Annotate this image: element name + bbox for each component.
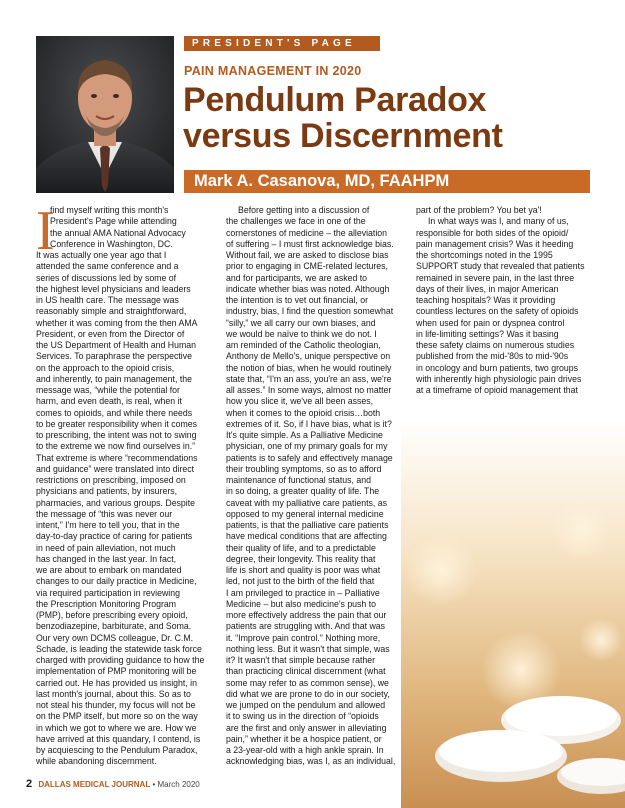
text-line: prior to engaging in CME-related lectures,	[226, 261, 388, 272]
text-line: carried out. He has provided us insight, in	[36, 677, 197, 688]
headline-line-1: Pendulum Paradox	[183, 81, 487, 119]
text-line: published from the mid-'80s to mid-'90s	[416, 351, 569, 362]
text-line: the intention is to vet out financial, or	[226, 295, 369, 305]
text-line: a 23-year-old with a high ankle sprain. In	[226, 745, 384, 755]
text-line: and guidance” were translated into direct	[36, 463, 195, 474]
headline-line-2: versus Discernment	[183, 117, 503, 155]
text-line: have medical conditions that are affecting	[226, 531, 387, 542]
text-line: than practicing clinical discernment (what	[226, 666, 386, 677]
text-line: harm, and even death, is real, when it	[36, 396, 182, 407]
text-line: Schade, is leading the statewide task force	[36, 643, 202, 654]
text-line: and for participants, we are asked to	[226, 272, 368, 283]
text-line: it? It wasn't that simple because rather	[226, 655, 376, 665]
text-line: on the approach to the opioid crisis,	[36, 362, 175, 373]
text-line: the Prescription Monitoring Program	[36, 598, 177, 609]
text-line: day-to-day practice of caring for patients	[36, 531, 193, 542]
text-line: SUPPORT study that revealed that patients	[416, 261, 585, 272]
text-line: these safety claims on numerous studies	[416, 340, 575, 350]
text-line: the message of “this was never our	[36, 508, 173, 519]
text-line: to be greater responsibility when it comes	[36, 418, 197, 429]
text-line: to the extreme we now find ourselves in.”	[36, 441, 196, 452]
section-tag: PRESIDENT'S PAGE	[184, 36, 380, 51]
journal-name: DALLAS MEDICAL JOURNAL	[38, 780, 151, 789]
text-line: in so doing, a greater quality of life. The	[226, 486, 380, 497]
text-line: am reminded of the Catholic theologian,	[226, 340, 381, 350]
text-line: (PMP), before prescribing every opioid,	[36, 610, 188, 620]
article-topic: PAIN MANAGEMENT IN 2020	[184, 64, 362, 78]
body-column-1	[36, 200, 216, 768]
text-line: restrictions on prescribing, imposed on	[36, 475, 186, 485]
text-line: when it comes to the opioid crisis…both	[226, 407, 381, 418]
text-line: comes to opioids, and while there needs	[36, 407, 193, 418]
footer-separator: •	[152, 780, 156, 789]
text-line: state that, “I'm an ass, you're an ass, we're	[226, 373, 392, 384]
text-line: we are about to embark on mandated	[36, 565, 182, 575]
text-line: teaching hospitals? Was it providing	[416, 295, 556, 305]
text-line: in US health care. The message was	[36, 295, 179, 305]
text-line: all asses.” In some ways, almost no matter	[226, 385, 392, 395]
text-line: some may refer to as common sense), we	[226, 677, 389, 688]
text-line: changes to our daily practice in Medicine,	[36, 576, 197, 587]
page-number: 2	[26, 778, 33, 790]
text-line: Without fail, we are asked to disclose bias	[226, 250, 389, 260]
text-line: in need of pain alleviation, not much	[36, 542, 176, 553]
text-line: “silly,” we all carry our own biases, and	[226, 317, 376, 328]
text-line: That extreme is where “recommendations	[36, 452, 198, 463]
text-line: are the first and only answer in alleviating	[226, 722, 387, 733]
text-line: we jumped on the pendulum and allowed	[226, 700, 386, 710]
text-line: indicate whether bias was noted. Although	[226, 283, 390, 294]
text-line: their quality of life, and to a predictable	[226, 542, 376, 553]
text-line: not steal his thunder, my focus will not be	[36, 700, 196, 710]
text-line: opposed to my general internal medicine	[226, 508, 384, 519]
text-line: more effectively address the pain that our	[226, 610, 387, 620]
text-line: countless lectures on the safety of opioids	[416, 306, 579, 317]
text-line: patients is to safely and effectively manage	[226, 452, 393, 463]
body-column-3	[416, 205, 596, 396]
text-line: Before getting into a discussion of	[238, 205, 370, 215]
text-line: in life-limiting settings? Was it basing	[416, 328, 559, 339]
text-line: how you slice it, we've all been asses,	[226, 396, 374, 407]
text-line: of suffering – I must first acknowledge bias.	[226, 238, 394, 249]
text-line: extremes of it. So, if I have bias, what is it?	[226, 418, 392, 429]
text-line: pain,” whether it be a hospice patient, or	[226, 733, 382, 744]
drop-cap: I	[36, 200, 55, 262]
text-line: did what we are prone to do in our society,	[226, 688, 390, 699]
text-line: days of their lives, in major American	[416, 283, 559, 294]
text-line: the annual AMA National Advocacy	[50, 227, 186, 238]
text-line: part of the problem? You bet ya'!	[416, 205, 542, 215]
text-line: patients are struggling with. And that was	[226, 621, 386, 632]
text-line: it. “Improve pain control.” Nothing more,	[226, 632, 381, 643]
text-line: implementation of PMP monitoring will be	[36, 666, 197, 677]
text-line: acknowledging bias, was I, as an individual,	[226, 756, 396, 767]
text-line: attended the same conference and a	[36, 261, 179, 272]
text-line: President, or even from the Director of	[36, 328, 185, 339]
text-line: led, not just to the birth of the field that	[226, 576, 375, 587]
text-line: benzodiazepine, barbiturate, and Soma.	[36, 621, 192, 632]
text-line: pain management crisis? Was it heeding	[416, 238, 574, 249]
text-line: Our very own DCMS colleague, Dr. C.M.	[36, 632, 194, 643]
text-line: life is short and quality is poor was what	[226, 565, 381, 575]
text-line: while abandoning discernment.	[36, 756, 157, 767]
text-line: find myself writing this month's	[50, 205, 169, 215]
text-line: the notion of bias, when he would routinely	[226, 362, 392, 373]
text-line: In what ways was I, and many of us,	[428, 216, 569, 227]
text-line: their troubling symptoms, so as to afford	[226, 463, 382, 474]
pills-photo	[401, 420, 625, 808]
text-line: whether it was coming from the then AMA	[36, 317, 198, 328]
article-headline	[183, 82, 503, 154]
text-line: has changed in the last year. In fact,	[36, 553, 177, 564]
text-line: It was actually one year ago that I	[36, 250, 167, 260]
text-line: with inherently high physiologic pain drives	[416, 373, 582, 384]
text-line: the shortcomings noted in the 1995	[416, 250, 553, 260]
text-line: the challenges we face in one of the	[226, 216, 366, 227]
text-line: nothing less. But it wasn't that simple, was	[226, 643, 390, 654]
text-line: intent,” I'm here to tell you, that in the	[36, 520, 180, 530]
text-line: in oncology and burn patients, two groups	[416, 362, 578, 373]
text-line: cornerstones of medicine – the alleviation	[226, 227, 387, 238]
text-line: via required participation in reviewing	[36, 587, 180, 598]
text-line: it to swing us in the direction of “opioids	[226, 711, 379, 722]
text-line: remained in severe pain, in the last three	[416, 272, 575, 283]
text-line: reasonably simple and straightforward,	[36, 306, 187, 317]
author-byline: Mark A. Casanova, MD, FAAHPM	[184, 170, 590, 193]
text-line: series of discussions led by some of	[36, 272, 177, 283]
text-line: when used for pain or dyspnea control	[416, 317, 565, 328]
text-line: I am privileged to practice in – Palliative	[226, 587, 380, 598]
page-footer	[26, 778, 200, 790]
text-line: Conference in Washington, DC.	[50, 238, 173, 249]
text-line: on the PMP itself, but more so on the way	[36, 711, 198, 722]
text-line: to prescribing, the intent was not to swing	[36, 430, 197, 440]
text-line: we would be naïve to think we do not. I	[226, 328, 377, 339]
text-line: in which we got to where we are. How we	[36, 722, 197, 733]
text-line: responsible for both sides of the opioid/	[416, 227, 569, 238]
text-line: maintenance of functional status, and	[226, 475, 371, 485]
text-line: last month's journal, about this. So as to	[36, 688, 191, 699]
text-line: the US Department of Health and Human	[36, 340, 197, 350]
text-line: Medicine – but also medicine's push to	[226, 598, 377, 609]
text-line: It's quite simple. As a Palliative Medicine	[226, 430, 383, 440]
text-line: physician, one of my primary goals for my	[226, 441, 388, 452]
text-line: message was, “while the potential for	[36, 385, 180, 395]
text-line: Anthony de Mello's, unique perspective on	[226, 351, 391, 362]
text-line: industry, bias, I find the question somewhat	[226, 306, 394, 317]
text-line: pharmacies, and various groups. Despite	[36, 497, 196, 508]
text-line: the highest level physicians and leaders	[36, 283, 191, 294]
text-line: caveat with my palliative care patients, as	[226, 497, 387, 508]
author-portrait	[36, 36, 174, 193]
text-line: have arrived at this quandary, I contend, is	[36, 733, 201, 744]
text-line: Services. To paraphrase the perspective	[36, 351, 192, 362]
text-line: by acquiescing to the Pendulum Paradox,	[36, 745, 198, 755]
text-line: and inherently, to pain management, the	[36, 373, 192, 384]
body-column-2	[226, 205, 410, 768]
issue-date: March 2020	[157, 780, 200, 789]
text-line: physicians and patients, by insurers,	[36, 486, 178, 497]
text-line: President's Page while attending	[50, 216, 177, 227]
text-line: patients, is that the palliative care patients	[226, 520, 389, 530]
text-line: at a timeframe of opioid management that	[416, 385, 578, 395]
text-line: charged with providing guidance to how the	[36, 655, 205, 665]
text-line: degree, their longevity. This reality that	[226, 553, 376, 564]
